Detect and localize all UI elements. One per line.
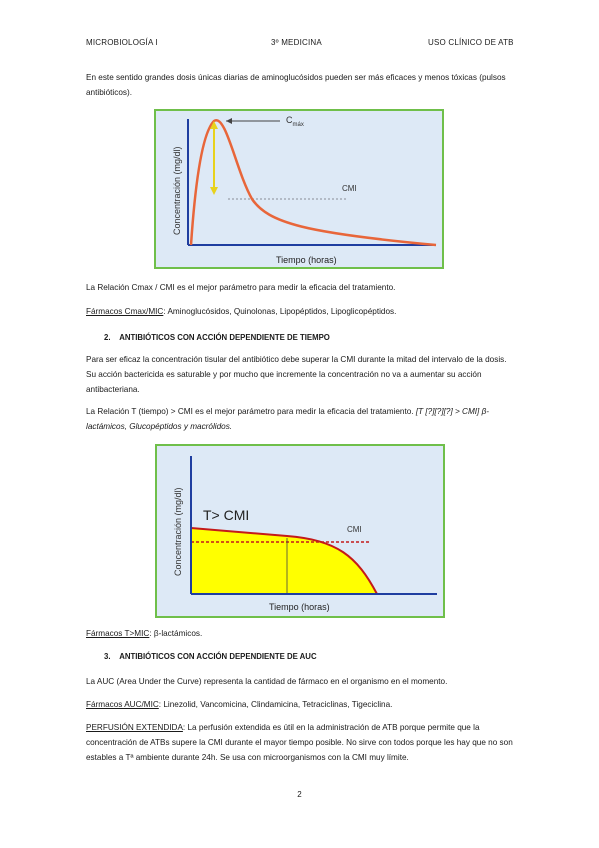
drugs-tmic-text: : β-lactámicos.: [149, 629, 203, 638]
header-right: USO CLÍNICO DE ATB: [428, 38, 514, 47]
drugs-auc-text: : Linezolid, Vancomicina, Clindamicina, Tetraciclinas, Tigeciclina.: [158, 700, 393, 709]
concentration-curve: [191, 120, 436, 245]
fig2-ylabel: Concentración (mg/dl): [173, 487, 183, 576]
section-2-number: 2.: [104, 333, 111, 342]
page-number: 2: [297, 790, 302, 799]
section-2-heading: [104, 333, 330, 342]
section-3-number: 3.: [104, 652, 111, 661]
t-cmi-chart: [157, 446, 443, 616]
auc-fill: [191, 528, 377, 594]
cmax-chart: [156, 111, 442, 267]
fig1-ylabel: Concentración (mg/dl): [172, 146, 182, 235]
perfusion-text: : La perfusión extendida es útil en la administración de ATB porque permite que la concentración de ATBs supere la CMI durante el mayor tiempo posible. No sirve con todos porque les hay que no son estables a Tª ambiente durante 24h. Se usa con microorganismos con la CMI muy límite.: [86, 723, 513, 762]
header-center: 3º MEDICINA: [271, 38, 322, 47]
time-relation: [86, 404, 516, 434]
intro-paragraph: En este sentido grandes dosis únicas diarias de aminoglucósidos pueden ser más eficaces y menos tóxicas (pulsos antibióticos).: [86, 73, 506, 97]
header-left: MICROBIOLOGÍA I: [86, 38, 158, 47]
t-cmi-figure: [155, 444, 445, 618]
time-relation-text: La Relación T (tiempo) > CMI es el mejor parámetro para medir la eficacia del tratamiento.: [86, 407, 414, 416]
cmax-figure: [154, 109, 444, 269]
fig2-xlabel: Tiempo (horas): [269, 602, 330, 612]
time-dependent-paragraph: Para ser eficaz la concentración tisular del antibiótico debe superar la CMI durante la mitad del intervalo de la dosis. Su acción bactericida es saturable y por mucho que incremente la concentración no va a aumentar su acción antibacteriana.: [86, 355, 507, 394]
drugs-auc: [86, 697, 516, 712]
time-relation-italic: [T [?][?][?] > CMI] β-lactámicos, Glucopéptidos y macrólidos.: [86, 407, 490, 431]
drugs-tmic-label: Fármacos T>MIC: [86, 629, 150, 638]
drugs-auc-label: Fármacos AUC/MIC: [86, 700, 159, 709]
cmax-relation: La Relación Cmax / CMI es el mejor parámetro para medir la eficacia del tratamiento.: [86, 283, 396, 292]
drugs-tmic: [86, 626, 516, 641]
drugs-cmax-label: Fármacos Cmax/MIC: [86, 307, 164, 316]
fig1-cmi-label: CMI: [342, 184, 357, 193]
fig2-tcmi-label: T> CMI: [203, 507, 250, 523]
auc-paragraph: La AUC (Area Under the Curve) representa la cantidad de fármaco en el organismo en el momento.: [86, 677, 448, 686]
fig2-cmi-label: CMI: [347, 525, 362, 534]
section-2-title: ANTIBIÓTICOS CON ACCIÓN DEPENDIENTE DE TIEMPO: [119, 333, 330, 342]
drugs-cmax: [86, 304, 516, 319]
section-3-title: ANTIBIÓTICOS CON ACCIÓN DEPENDIENTE DE AUC: [119, 652, 317, 661]
perfusion-paragraph: [86, 720, 516, 765]
section-3-heading: [104, 652, 317, 661]
cmax-pointer-head: [226, 118, 232, 124]
amplitude-arrow-down: [210, 187, 218, 195]
drugs-cmax-text: : Aminoglucósidos, Quinolonas, Lipopéptidos, Lipoglicopéptidos.: [163, 307, 397, 316]
fig1-cmax-label: $C_{máx}$: [286, 115, 304, 128]
fig1-xlabel: Tiempo (horas): [276, 255, 337, 265]
perfusion-label: PERFUSIÓN EXTENDIDA: [86, 723, 183, 732]
